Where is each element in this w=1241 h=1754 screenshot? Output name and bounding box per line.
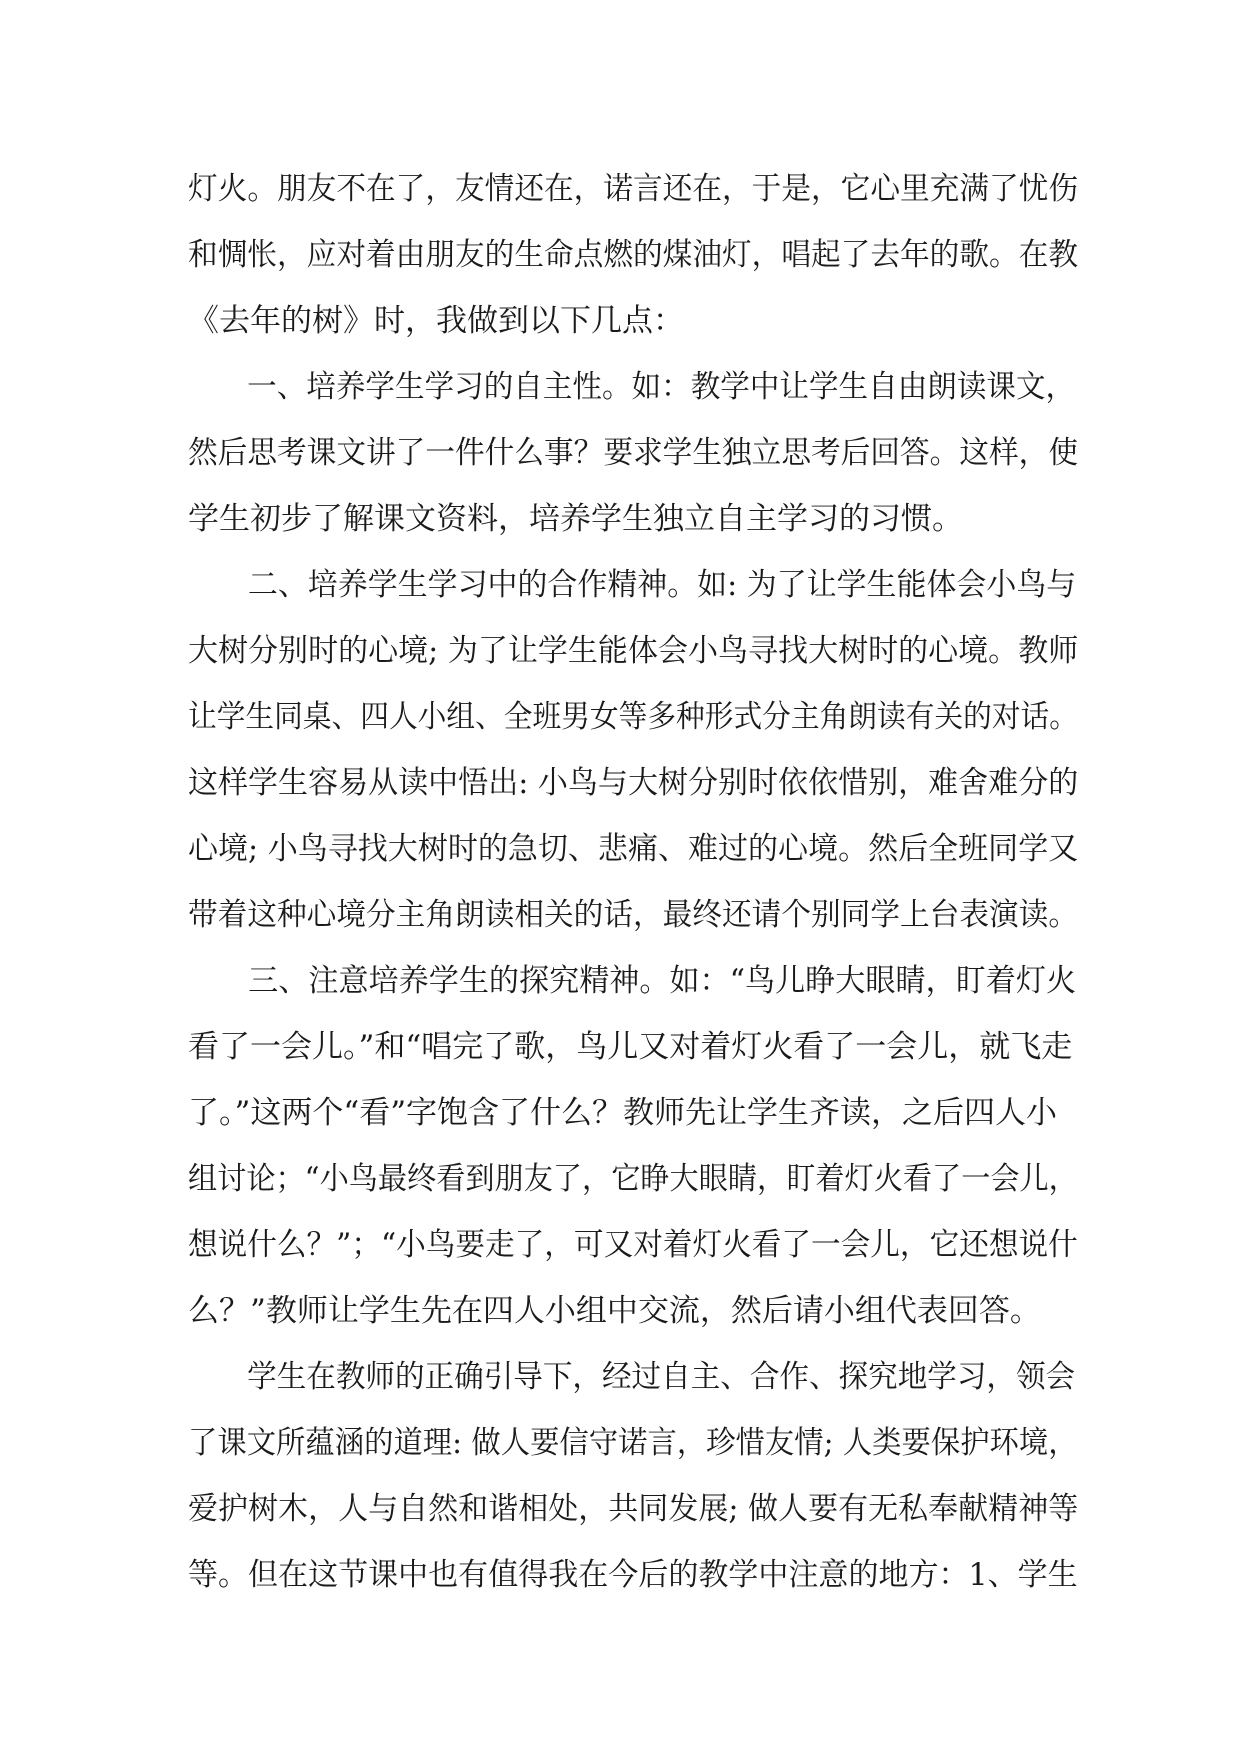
text-line: 么？”教师让学生先在四人小组中交流，然后请小组代表回答。 — [188, 1293, 1041, 1329]
text-line: 了课文所蕴涵的道理: 做人要信守诺言，珍惜友情; 人类要保护环境， — [188, 1425, 1078, 1461]
text-line: 和惆怅，应对着由朋友的生命点燃的煤油灯，唱起了去年的歌。在教 — [188, 237, 1079, 273]
text-line: 灯火。朋友不在了，友情还在，诺言还在，于是，它心里充满了忧伤 — [188, 171, 1079, 207]
text-line: 了。”这两个“看”字饱含了什么？教师先让学生齐读，之后四人小 — [188, 1095, 1058, 1131]
text-line: 大树分别时的心境; 为了让学生能体会小鸟寻找大树时的心境。教师 — [188, 633, 1079, 669]
text-line: 爱护树木，人与自然和谐相处，共同发展; 做人要有无私奉献精神等 — [188, 1491, 1079, 1527]
text-line: 三、注意培养学生的探究精神。如：“鸟儿睁大眼睛，盯着灯火 — [248, 963, 1077, 999]
text-line: 《去年的树》时，我做到以下几点： — [188, 303, 684, 339]
text-line: 学生在教师的正确引导下，经过自主、合作、探究地学习，领会 — [247, 1359, 1076, 1395]
text-line: 想说什么？”；“小鸟要走了，可又对着灯火看了一会儿，它还想说什 — [188, 1227, 1078, 1263]
text-line: 二、培养学生学习中的合作精神。如: 为了让学生能体会小鸟与 — [247, 567, 1077, 603]
text-line: 这样学生容易从读中悟出: 小鸟与大树分别时依依惜别，难舍难分的 — [188, 765, 1079, 801]
text-line: 心境; 小鸟寻找大树时的急切、悲痛、难过的心境。然后全班同学又 — [188, 831, 1079, 867]
text-line: 一、培养学生学习的自主性。如：教学中让学生自由朗读课文， — [247, 369, 1076, 405]
text-line: 让学生同桌、四人小组、全班男女等多种形式分主角朗读有关的对话。 — [188, 699, 1078, 735]
text-line: 看了一会儿。”和“唱完了歌，鸟儿又对着灯火看了一会儿，就飞走 — [188, 1029, 1073, 1065]
text-line: 带着这种心境分主角朗读相关的话，最终还请个别同学上台表演读。 — [188, 897, 1079, 933]
text-line: 学生初步了解课文资料，培养学生独立自主学习的习惯。 — [188, 501, 963, 537]
body-text — [188, 156, 1078, 1608]
text-line: 等。但在这节课中也有值得我在今后的教学中注意的地方：1、学生 — [188, 1557, 1078, 1593]
text-line: 然后思考课文讲了一件什么事？要求学生独立思考后回答。这样，使 — [188, 435, 1079, 471]
text-line: 组讨论；“小鸟最终看到朋友了，它睁大眼睛，盯着灯火看了一会儿， — [188, 1161, 1078, 1197]
